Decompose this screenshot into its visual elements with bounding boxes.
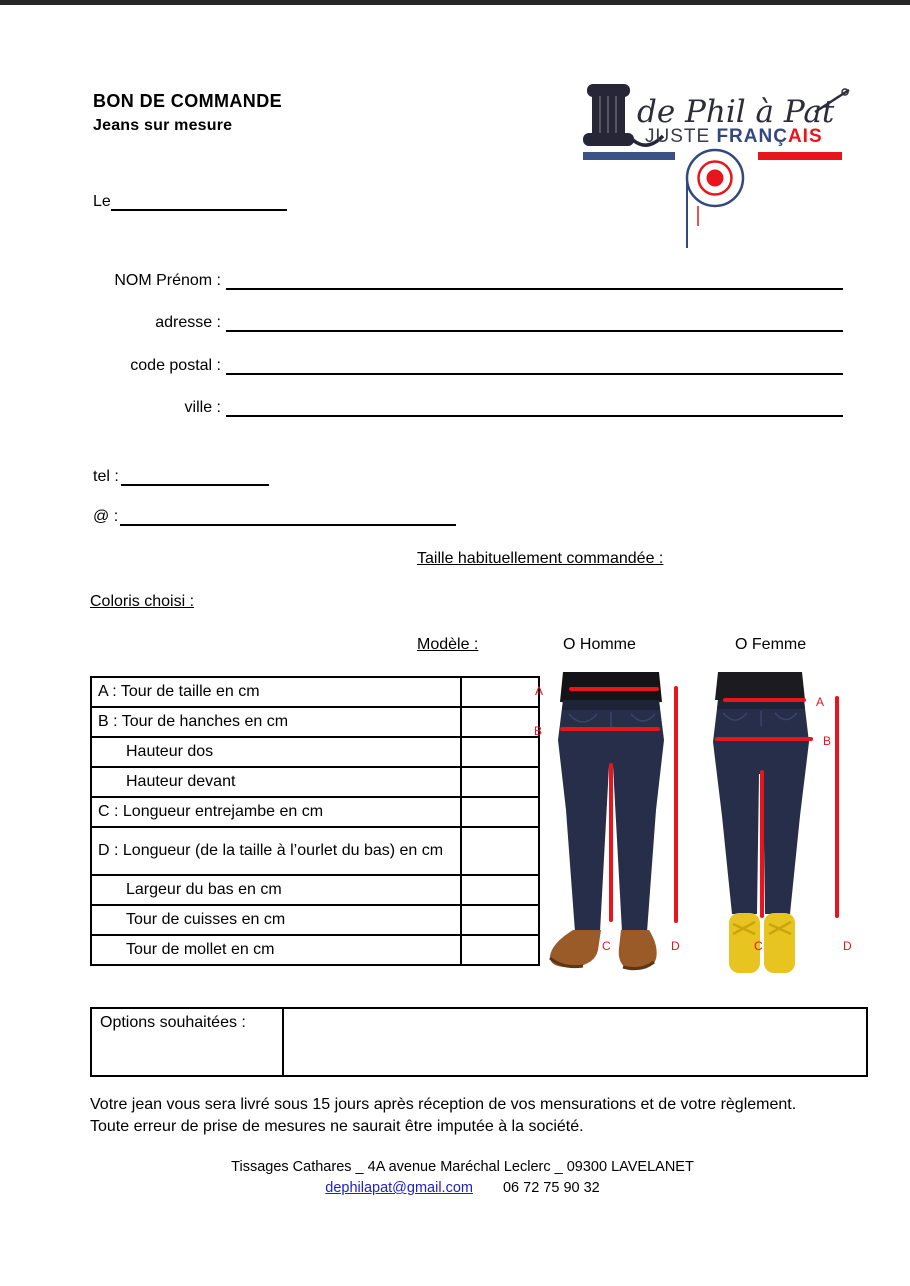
measurement-row <box>91 707 539 737</box>
postal-input-line[interactable] <box>226 355 843 375</box>
measurement-row <box>91 767 539 797</box>
measurement-label: Hauteur devant <box>91 767 461 797</box>
jeans-measurement-figures <box>523 666 871 988</box>
tel-input-line[interactable] <box>121 466 269 486</box>
measurement-row <box>91 935 539 965</box>
address-row <box>93 312 843 332</box>
email-link[interactable]: dephilapat@gmail.com <box>325 1180 473 1196</box>
city-row <box>93 397 843 417</box>
blue-bar <box>583 152 675 160</box>
model-option-femme[interactable]: O Femme <box>735 636 807 653</box>
usual-size-heading: Taille habituellement commandée : <box>417 550 664 567</box>
measurement-row <box>91 737 539 767</box>
measure-line-c-femme <box>760 770 764 918</box>
delivery-notes <box>90 1094 880 1138</box>
measure-line-a-femme <box>723 698 806 702</box>
red-bar <box>758 152 842 160</box>
delivery-note-line1: Votre jean vous sera livré sous 15 jours après réception de vos mensurations et de votre règlement. <box>90 1096 797 1113</box>
measure-label-a-femme: A <box>816 695 825 709</box>
options-label: Options souhaitées : <box>92 1009 284 1075</box>
email-input-line[interactable] <box>120 506 456 526</box>
city-label: ville : <box>184 399 221 416</box>
measure-line-c-homme <box>609 763 613 922</box>
date-row <box>93 192 287 211</box>
model-heading: Modèle : <box>417 636 479 653</box>
measurements-table <box>90 676 543 966</box>
brand-script-text: de Phil à Pat <box>637 94 835 130</box>
tel-label: tel : <box>93 468 119 485</box>
measurement-label: Tour de mollet en cm <box>91 935 461 965</box>
brand-tagline: JUSTE FRANÇAIS <box>645 126 823 147</box>
measurement-label: B : Tour de hanches en cm <box>91 707 461 737</box>
model-option-homme[interactable]: O Homme <box>563 636 636 653</box>
measure-label-b-femme: B <box>823 734 832 748</box>
measurement-row <box>91 905 539 935</box>
address-label: adresse : <box>155 314 221 331</box>
measurement-row <box>91 677 539 707</box>
page-subtitle: Jeans sur mesure <box>93 117 233 134</box>
email-row <box>93 506 456 526</box>
contact-footer <box>40 1158 885 1198</box>
postal-label: code postal : <box>130 357 221 374</box>
delivery-note-line2: Toute erreur de prise de mesures ne saurait être imputée à la société. <box>90 1118 584 1135</box>
measure-line-b-femme <box>715 737 813 741</box>
measure-line-b-homme <box>560 727 660 731</box>
measure-label-c-homme: C <box>602 939 611 953</box>
city-input-line[interactable] <box>226 397 843 417</box>
measurement-row <box>91 875 539 905</box>
measurement-label: D : Longueur (de la taille à l’ourlet du bas) en cm <box>91 827 461 875</box>
window-top-edge <box>0 0 910 5</box>
measure-label-c-femme: C <box>754 939 763 953</box>
measurement-row <box>91 827 539 875</box>
phone-number: 06 72 75 90 32 <box>502 1180 600 1196</box>
measure-label-a-homme: A <box>535 684 544 698</box>
measure-line-d-femme <box>835 696 839 918</box>
measurement-row <box>91 797 539 827</box>
date-label: Le <box>93 193 111 210</box>
homme-figure <box>550 672 664 970</box>
tel-row <box>93 466 269 486</box>
measure-label-d-homme: D <box>671 939 680 953</box>
measurement-label: Largeur du bas en cm <box>91 875 461 905</box>
options-input-area[interactable] <box>284 1009 866 1075</box>
name-input-line[interactable] <box>226 270 843 290</box>
postal-row <box>93 355 843 375</box>
measurement-label: A : Tour de taille en cm <box>91 677 461 707</box>
measurement-label: Tour de cuisses en cm <box>91 905 461 935</box>
measure-label-d-femme: D <box>843 939 852 953</box>
brand-logo <box>575 78 860 256</box>
options-box <box>90 1007 868 1077</box>
color-choice-heading: Coloris choisi : <box>90 593 195 610</box>
measure-line-d-homme <box>674 686 678 923</box>
page-title: BON DE COMMANDE <box>93 91 282 111</box>
measure-label-b-homme: B <box>534 724 543 738</box>
date-input-line[interactable] <box>111 192 287 211</box>
bobbin-target-icon <box>687 150 743 248</box>
company-address: Tissages Cathares _ 4A avenue Maréchal Leclerc _ 09300 LAVELANET <box>231 1159 694 1175</box>
measurement-label: Hauteur dos <box>91 737 461 767</box>
header <box>93 88 282 138</box>
name-label: NOM Prénom : <box>114 272 221 289</box>
measure-line-a-homme <box>569 687 659 691</box>
email-label: @ : <box>93 508 119 525</box>
address-input-line[interactable] <box>226 312 843 332</box>
name-row <box>93 270 843 290</box>
measurement-label: C : Longueur entrejambe en cm <box>91 797 461 827</box>
